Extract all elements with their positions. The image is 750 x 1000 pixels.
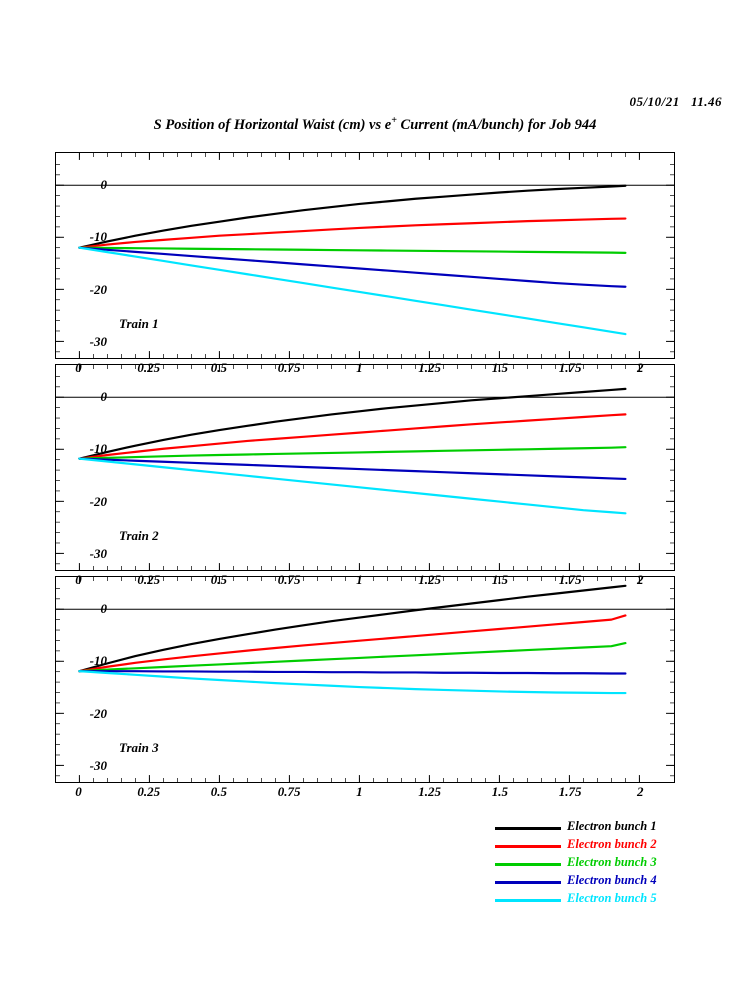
series-line <box>79 459 625 479</box>
x-axis-tick-label: 1.5 <box>491 572 508 587</box>
chart-title-suffix: Current (mA/bunch) for Job 944 <box>396 116 597 133</box>
x-axis-tick-label: 1.5 <box>491 784 508 799</box>
x-axis-tick-label: 0.5 <box>210 360 228 375</box>
y-axis-labels-train-2 <box>55 364 107 571</box>
legend-item <box>495 837 710 855</box>
chart-legend <box>495 819 710 909</box>
chart-title-prefix: S Position of Horizontal Waist (cm) vs e <box>153 116 392 133</box>
legend-swatch <box>495 899 561 902</box>
legend-item <box>495 891 710 909</box>
legend-item <box>495 855 710 873</box>
series-line <box>79 671 625 693</box>
legend-label: Electron bunch 5 <box>567 891 657 905</box>
y-axis-tick-label: 0 <box>100 176 107 192</box>
series-line <box>79 219 625 248</box>
legend-label: Electron bunch 4 <box>567 873 657 887</box>
x-axis-tick-label: 1.75 <box>558 360 582 375</box>
y-axis-tick-label: 0 <box>100 600 107 616</box>
x-axis-tick-label: 0 <box>75 784 82 799</box>
legend-item <box>495 873 710 891</box>
legend-swatch <box>495 863 561 866</box>
legend-label: Electron bunch 3 <box>567 855 657 869</box>
series-line <box>79 459 625 514</box>
x-axis-tick-label: 0.25 <box>137 360 161 375</box>
legend-label: Electron bunch 2 <box>567 837 657 851</box>
timestamp-label: 05/10/21 11.46 <box>629 94 722 109</box>
x-axis-tick-label: 1 <box>356 784 363 799</box>
chart-title-superscript: + <box>391 115 397 126</box>
chart-panel-train-3 <box>55 576 675 783</box>
y-axis-tick-label: -10 <box>89 229 107 245</box>
x-axis-tick-label: 1.75 <box>558 784 582 799</box>
x-axis-tick-label: 1.25 <box>418 784 441 799</box>
chart-panel-train-2 <box>55 364 675 571</box>
x-axis-tick-label: 0.25 <box>137 784 161 799</box>
legend-swatch <box>495 827 561 830</box>
y-axis-tick-label: -20 <box>89 705 107 721</box>
x-axis-tick-label: 0.75 <box>277 572 301 587</box>
series-line <box>79 248 625 253</box>
legend-swatch <box>495 845 561 848</box>
x-axis-tick-label: 0.75 <box>277 784 301 799</box>
chart-panels <box>55 152 675 905</box>
x-axis-tick-label: 1.5 <box>491 360 508 375</box>
x-axis-labels-train-1 <box>55 360 675 380</box>
legend-item <box>495 819 710 837</box>
x-axis-tick-label: 2 <box>637 360 644 375</box>
x-axis-labels-train-3 <box>55 784 675 804</box>
x-axis-tick-label: 1 <box>356 360 363 375</box>
x-axis-tick-label: 0.75 <box>277 360 301 375</box>
legend-swatch <box>495 881 561 884</box>
y-axis-labels-train-3 <box>55 576 107 783</box>
series-line <box>79 248 625 287</box>
x-axis-tick-label: 1.25 <box>418 360 441 375</box>
x-axis-tick-label: 1.75 <box>558 572 582 587</box>
y-axis-tick-label: 0 <box>100 388 107 404</box>
x-axis-tick-label: 2 <box>637 784 644 799</box>
panel-label-train-2: Train 2 <box>119 528 159 543</box>
series-line <box>79 615 625 671</box>
x-axis-tick-label: 1 <box>356 572 363 587</box>
y-axis-tick-label: -20 <box>89 281 107 297</box>
y-axis-tick-label: -30 <box>89 758 107 774</box>
x-axis-tick-label: 0.5 <box>210 572 228 587</box>
x-axis-tick-label: 0.5 <box>210 784 228 799</box>
x-axis-labels-train-2 <box>55 572 675 592</box>
y-axis-tick-label: -30 <box>89 546 107 562</box>
y-axis-tick-label: -10 <box>89 441 107 457</box>
y-axis-tick-label: -10 <box>89 653 107 669</box>
series-line <box>79 248 625 334</box>
series-line <box>79 643 625 671</box>
x-axis-tick-label: 0 <box>75 360 82 375</box>
y-axis-tick-label: -20 <box>89 493 107 509</box>
x-axis-tick-label: 1.25 <box>418 572 441 587</box>
legend-label: Electron bunch 1 <box>567 819 657 833</box>
chart-panel-train-1 <box>55 152 675 359</box>
series-line <box>79 671 625 673</box>
panel-label-train-1: Train 1 <box>119 316 159 331</box>
series-line <box>79 186 625 248</box>
page-title <box>0 115 750 134</box>
x-axis-tick-label: 2 <box>637 572 644 587</box>
x-axis-tick-label: 0 <box>75 572 82 587</box>
y-axis-labels-train-1 <box>55 152 107 359</box>
panel-label-train-3: Train 3 <box>119 740 159 755</box>
x-axis-tick-label: 0.25 <box>137 572 161 587</box>
y-axis-tick-label: -30 <box>89 334 107 350</box>
